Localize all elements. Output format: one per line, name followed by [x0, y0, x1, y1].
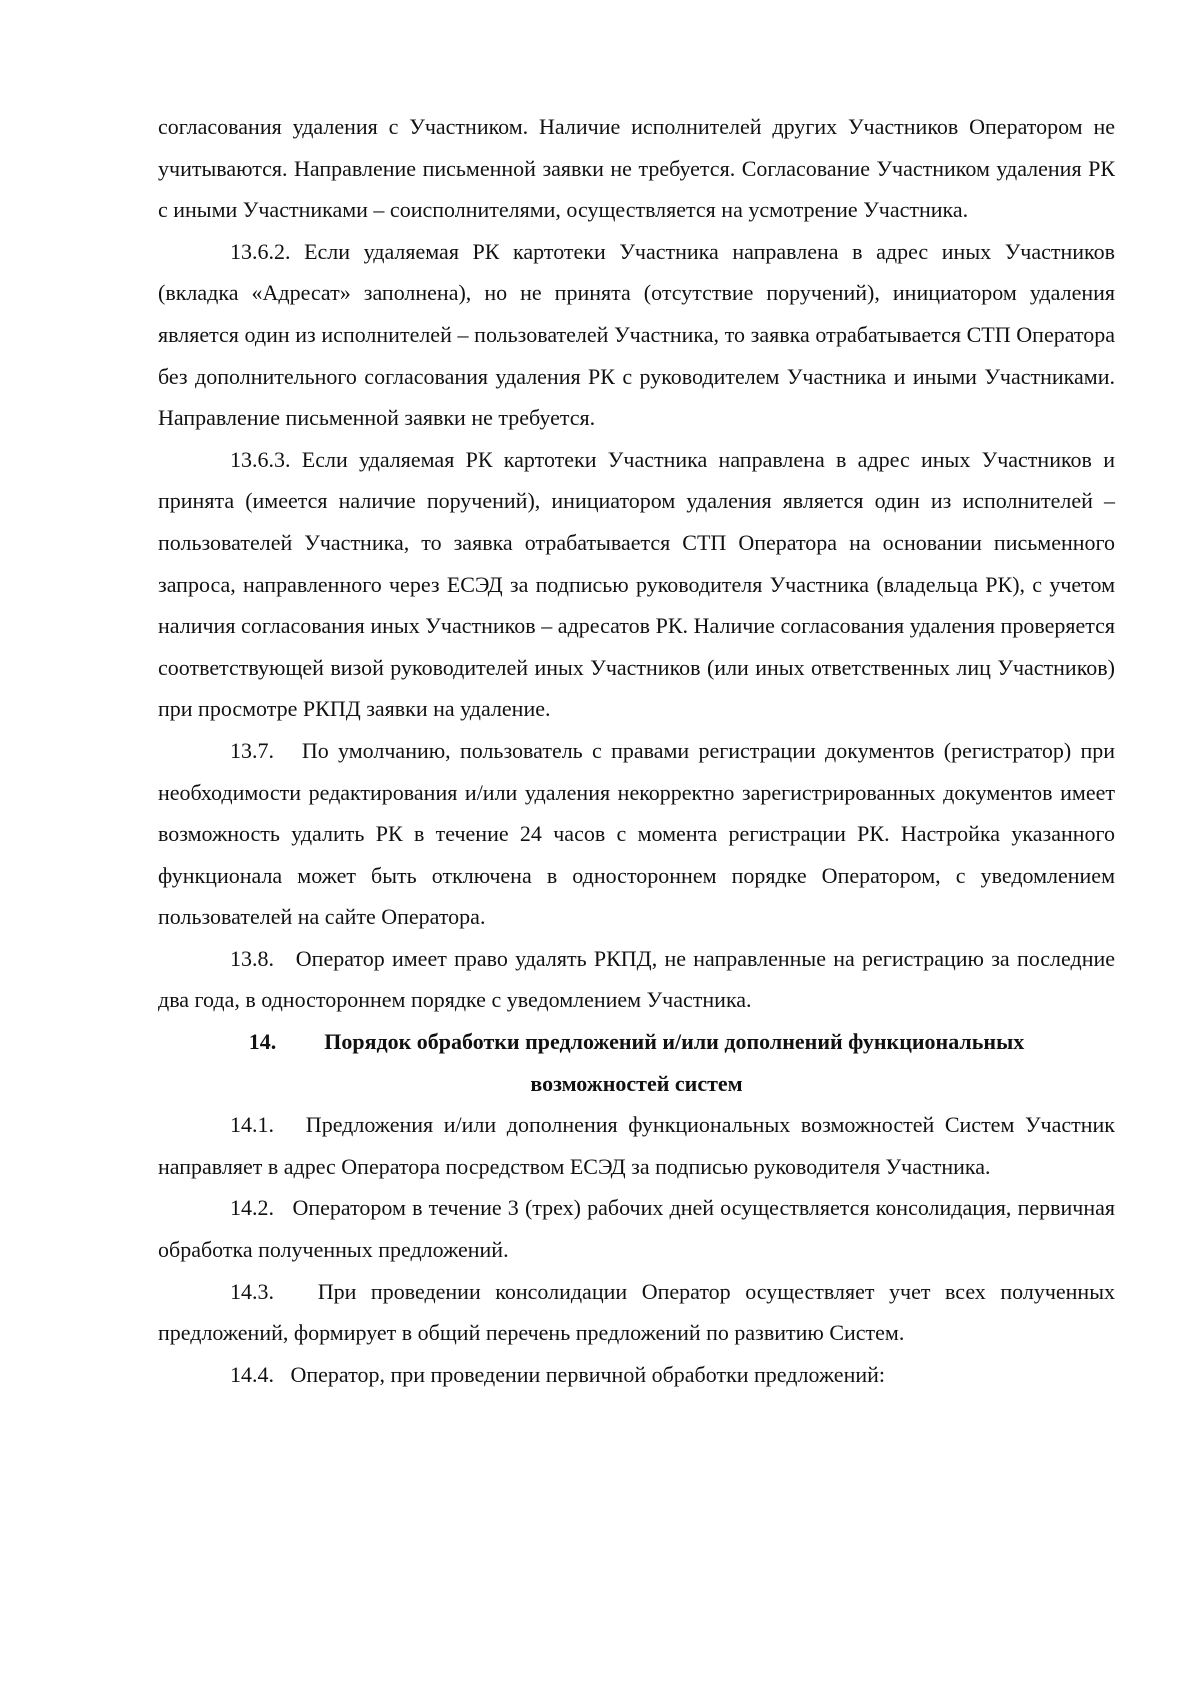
section-heading-14: [158, 1021, 1115, 1104]
section-heading-line-1: [158, 1021, 1115, 1063]
paragraph-14-3: 14.3. При проведении консолидации Оператор осуществляет учет всех полученных предложений, формирует в общий перечень предложений по развитию Систем.: [158, 1278, 1121, 1346]
section-number: 14.: [248, 1029, 277, 1055]
section-title-line-2: возможностей систем: [530, 1070, 743, 1096]
document-page: [158, 106, 1121, 1395]
paragraph-continuation: согласования удаления с Участником. Наличие исполнителей других Участников Оператором не учитываются. Направление письменной заявки не требуется. Согласование Участником удаления РК с иными Участниками – соисполнителями, осуществляется на усмотрение Участника.: [158, 114, 1115, 223]
paragraph-13-6-2: 13.6.2. Если удаляемая РК картотеки Участника направлена в адрес иных Участников (вкладка «Адресат» заполнена), но не принята (отсутствие поручений), инициатором удаления является один из исполнителей – пользователей Участника, то заявка отрабатывается СТП Оператора без дополнительного согласования удаления РК с руководителем Участника и иными Участниками. Направление письменной заявки не требуется.: [158, 238, 1115, 431]
section-title-line-1: Порядок обработки предложений и/или дополнений функциональных: [324, 1029, 1025, 1055]
paragraph-13-8: 13.8. Оператор имеет право удалять РКПД, не направленные на регистрацию за последние два года, в одностороннем порядке с уведомлением Участника.: [158, 945, 1121, 1013]
paragraph-14-4: 14.4. Оператор, при проведении первичной обработки предложений:: [230, 1361, 886, 1387]
paragraph-13-6-3: 13.6.3. Если удаляемая РК картотеки Участника направлена в адрес иных Участников и принята (имеется наличие поручений), инициатором удаления является один из исполнителей – пользователей Участника, то заявка отрабатывается СТП Оператора на основании письменного запроса, направленного через ЕСЭД за подписью руководителя Участника (владельца РК), с учетом наличия согласования иных Участников – адресатов РК. Наличие согласования удаления проверяется соответствующей визой руководителей иных Участников (или иных ответственных лиц Участников) при просмотре РКПД заявки на удаление.: [158, 446, 1115, 722]
paragraph-14-2: 14.2. Оператором в течение 3 (трех) рабочих дней осуществляется консолидация, первичная обработка полученных предложений.: [158, 1195, 1121, 1263]
paragraph-13-7: 13.7. По умолчанию, пользователь с правами регистрации документов (регистратор) при необходимости редактирования и/или удаления некорректно зарегистрированных документов имеет возможность удалить РК в течение 24 часов с момента регистрации РК. Настройка указанного функционала может быть отключена в одностороннем порядке Оператором, с уведомлением пользователей на сайте Оператора.: [158, 737, 1121, 930]
paragraph-14-1: 14.1. Предложения и/или дополнения функциональных возможностей Систем Участник направляет в адрес Оператора посредством ЕСЭД за подписью руководителя Участника.: [158, 1112, 1121, 1179]
